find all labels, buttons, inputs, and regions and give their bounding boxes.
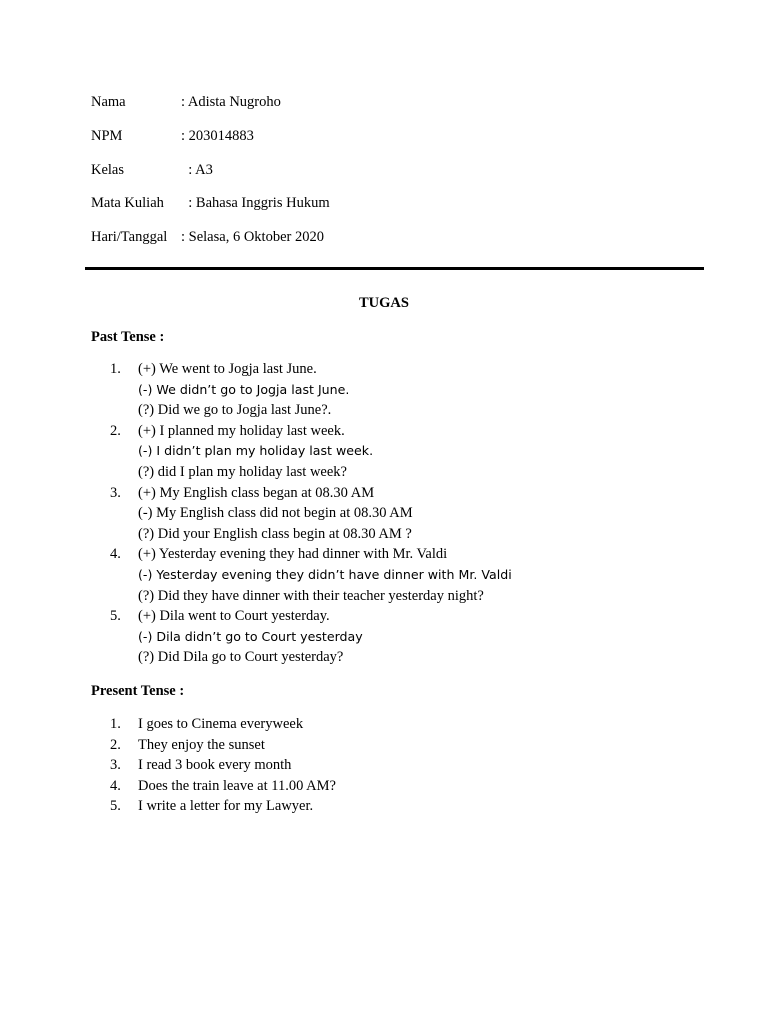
item-text: I goes to Cinema everyweek xyxy=(138,716,304,732)
past-tense-list xyxy=(110,359,512,668)
list-item xyxy=(110,606,512,668)
item-number: 4. xyxy=(110,777,121,794)
negative-sentence: (-) I didn’t plan my holiday last week. xyxy=(138,443,374,459)
negative-sentence: (-) Dila didn’t go to Court yesterday xyxy=(138,628,363,644)
question-sentence: (?) did I plan my holiday last week? xyxy=(138,463,347,480)
header-value: : Adista Nugroho xyxy=(181,94,281,110)
item-text: Does the train leave at 11.00 AM? xyxy=(138,777,336,794)
header-row-npm xyxy=(91,126,330,160)
present-tense-heading: Present Tense : xyxy=(91,683,185,699)
item-sentences xyxy=(138,544,512,606)
header-label: Mata Kuliah xyxy=(91,195,164,212)
item-sentences xyxy=(138,359,349,421)
header-row-nama xyxy=(91,92,330,126)
item-sentences xyxy=(138,483,413,545)
positive-sentence: (+) Yesterday evening they had dinner with Mr. Valdi xyxy=(138,546,448,563)
positive-sentence: (+) I planned my holiday last week. xyxy=(138,422,345,439)
list-item xyxy=(110,735,336,756)
list-item xyxy=(110,483,512,545)
question-sentence: (?) Did Dila go to Court yesterday? xyxy=(138,649,344,666)
list-item xyxy=(110,544,512,606)
student-info-header xyxy=(91,92,330,261)
header-label: NPM xyxy=(91,127,123,144)
header-divider-line xyxy=(85,267,704,270)
item-text: I write a letter for my Lawyer. xyxy=(138,798,314,815)
item-number: 1. xyxy=(110,361,121,377)
item-text: I read 3 book every month xyxy=(138,757,292,774)
list-item xyxy=(110,421,512,483)
negative-sentence: (-) We didn’t go to Jogja last June. xyxy=(138,381,350,397)
negative-sentence: (-) Yesterday evening they didn’t have dinner with Mr. Valdi xyxy=(138,566,512,582)
header-value: : A3 xyxy=(181,161,213,178)
question-sentence: (?) Did we go to Jogja last June?. xyxy=(138,402,332,419)
list-item xyxy=(110,755,336,776)
item-number: 3. xyxy=(110,757,121,774)
negative-sentence: (-) My English class did not begin at 08.30 AM xyxy=(138,505,413,522)
header-value: : 203014883 xyxy=(181,127,254,144)
item-number: 5. xyxy=(110,798,121,815)
present-tense-list xyxy=(110,714,336,817)
positive-sentence: (+) Dila went to Court yesterday. xyxy=(138,608,330,625)
question-sentence: (?) Did they have dinner with their teacher yesterday night? xyxy=(138,587,484,604)
item-number: 4. xyxy=(110,546,121,563)
positive-sentence: (+) We went to Jogja last June. xyxy=(138,361,317,377)
list-item xyxy=(110,359,512,421)
header-label: Kelas xyxy=(91,161,125,178)
header-row-mata-kuliah xyxy=(91,193,330,227)
item-number: 5. xyxy=(110,608,121,625)
item-text: They enjoy the sunset xyxy=(138,736,265,753)
header-value: : Selasa, 6 Oktober 2020 xyxy=(181,229,324,245)
list-item xyxy=(110,796,336,817)
header-row-kelas xyxy=(91,160,330,194)
item-sentences xyxy=(138,606,363,668)
item-number: 2. xyxy=(110,422,121,439)
list-item xyxy=(110,714,336,735)
header-label: Hari/Tanggal xyxy=(91,229,168,245)
positive-sentence: (+) My English class began at 08.30 AM xyxy=(138,484,375,501)
header-label: Nama xyxy=(91,94,126,110)
document-title: TUGAS xyxy=(359,295,409,311)
question-sentence: (?) Did your English class begin at 08.30 AM ? xyxy=(138,525,412,542)
item-number: 1. xyxy=(110,716,121,732)
item-sentences xyxy=(138,421,373,483)
header-value: : Bahasa Inggris Hukum xyxy=(181,195,330,212)
item-number: 2. xyxy=(110,736,121,753)
past-tense-heading: Past Tense : xyxy=(91,329,165,345)
header-row-hari-tanggal xyxy=(91,227,330,261)
item-number: 3. xyxy=(110,484,121,501)
list-item xyxy=(110,776,336,797)
